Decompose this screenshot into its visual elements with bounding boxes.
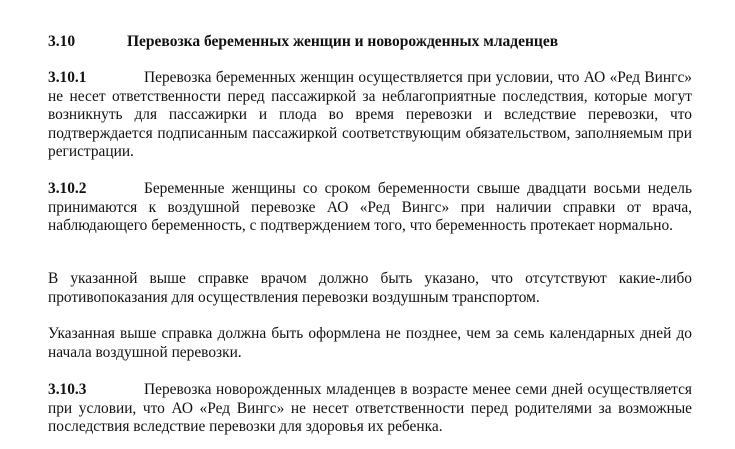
- paragraph-number: 3.10.3: [48, 381, 87, 398]
- document-page: [48, 32, 692, 436]
- section-heading: [48, 32, 692, 52]
- paragraph-certificate-deadline: [48, 325, 692, 362]
- paragraph-3-10-1: [48, 69, 692, 162]
- paragraph-text: Перевозка новорожденных младенцев в возрасте менее семи дней осуществляется при условии, что АО «Ред Вингс» не несет ответственности перед родителями за возможные последствия вследствие перевозки для здоровья их ребенка.: [48, 381, 692, 436]
- paragraph-number: 3.10.2: [48, 180, 87, 197]
- paragraph-text: Указанная выше справка должна быть оформлена не позднее, чем за семь календарных дней до начала воздушной перевозки.: [48, 325, 692, 361]
- paragraph-certificate-contents: [48, 270, 692, 307]
- section-number: 3.10: [48, 33, 76, 50]
- paragraph-text: В указанной выше справке врачом должно быть указано, что отсутствуют какие-либо противопоказания для осуществления перевозки воздушным транспортом.: [48, 270, 692, 306]
- paragraph-3-10-3: [48, 381, 692, 437]
- paragraph-3-10-2: [48, 180, 692, 236]
- paragraph-text: Перевозка беременных женщин осуществляется при условии, что АО «Ред Вингс» не несет ответственности перед пассажиркой за неблагоприятные последствия, которые могут возникнуть для пассажирки и плода во время перевозки и вследствие перевозки, что подтверждается подписанным пассажиркой соответствующим обязательством, заполняемым при регистрации.: [48, 69, 692, 161]
- section-title: Перевозка беременных женщин и новорожденных младенцев: [127, 33, 559, 50]
- paragraph-text: Беременные женщины со сроком беременности свыше двадцати восьми недель принимаются к воздушной перевозке АО «Ред Вингс» при наличии справки от врача, наблюдающего беременность, с подтверждением того, что беременность протекает нормально.: [48, 180, 692, 235]
- paragraph-number: 3.10.1: [48, 69, 87, 86]
